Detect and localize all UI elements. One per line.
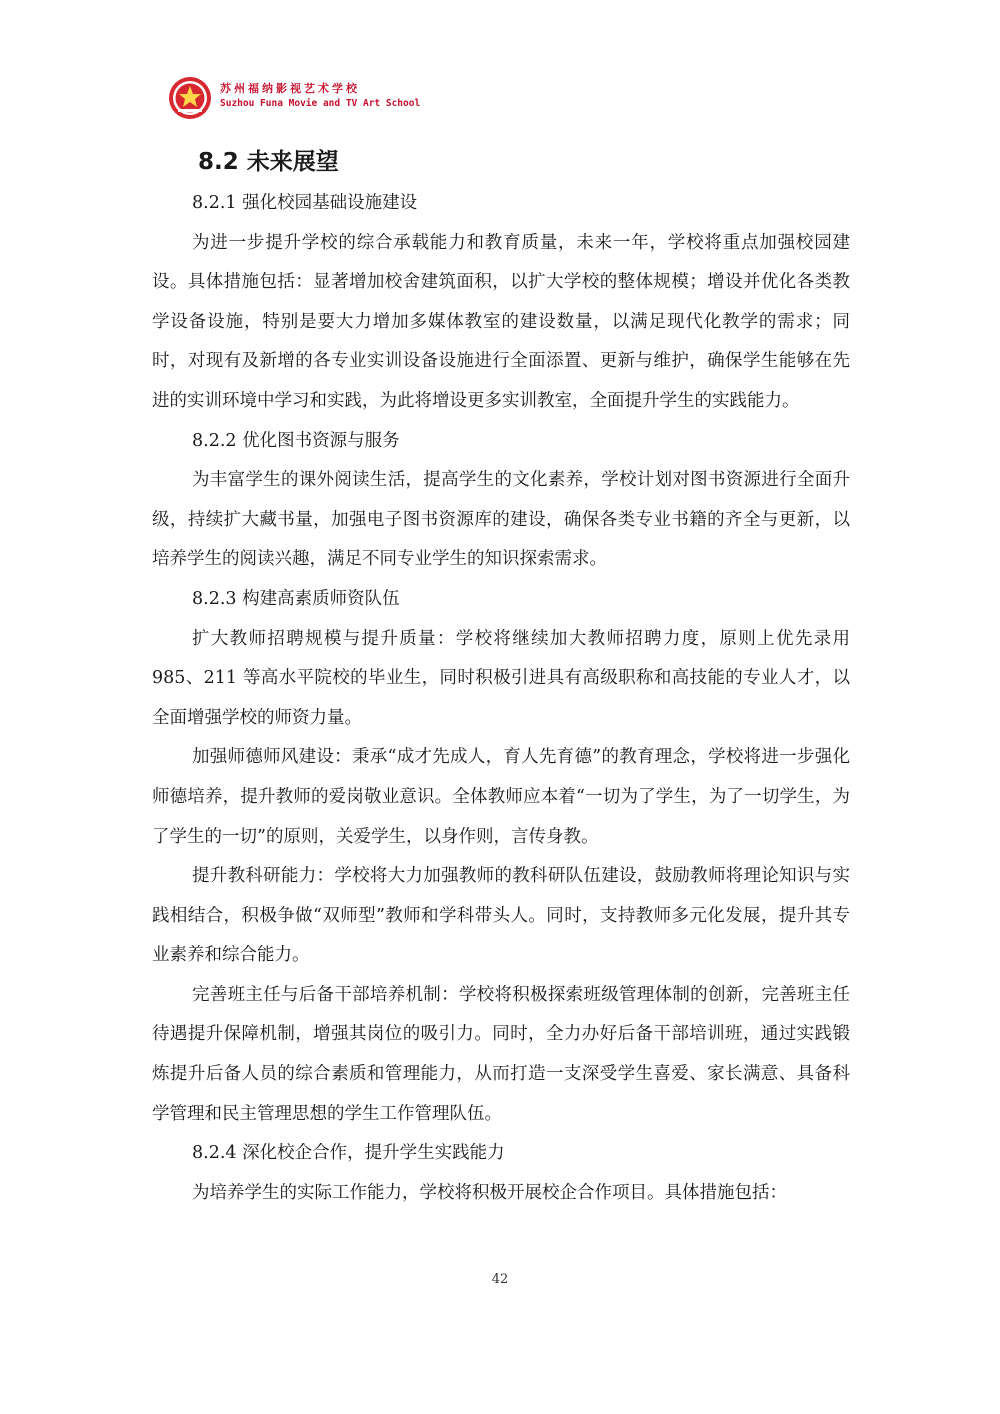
subsection-heading: 8.2.2 优化图书资源与服务 (192, 430, 400, 451)
subsection-heading: 8.2.3 构建高素质师资队伍 (192, 588, 400, 609)
body-paragraph: 提升教科研能力：学校将大力加强教师的教科研队伍建设，鼓励教师将理论知识与实践相结合，积极争做“双师型”教师和学科带头人。同时，支持教师多元化发展，提升其专业素养和综合能力。 (152, 866, 850, 966)
school-emblem-icon (168, 76, 212, 120)
section-title: 8.2 未来展望 (198, 149, 339, 175)
school-name-en: Suzhou Funa Movie and TV Art School (220, 98, 421, 109)
page-header (168, 76, 428, 120)
subsection-heading: 8.2.1 强化校园基础设施建设 (192, 193, 418, 213)
body-paragraph: 为培养学生的实际工作能力，学校将积极开展校企合作项目。具体措施包括： (192, 1182, 787, 1203)
school-name-cn: 苏州福纳影视艺术学校 (220, 82, 360, 95)
body-paragraph: 加强师德师风建设：秉承“成才先成人，育人先育德”的教育理念，学校将进一步强化师德培养，提升教师的爱岗敬业意识。全体教师应本着“一切为了学生，为了一切学生，为了学生的一切”的原则，关爱学生，以身作则，言传身教。 (152, 747, 850, 847)
subsection-heading: 8.2.4 深化校企合作，提升学生实践能力 (192, 1143, 505, 1164)
body-paragraph: 为丰富学生的课外阅读生活，提高学生的文化素养，学校计划对图书资源进行全面升级，持续扩大藏书量，加强电子图书资源库的建设，确保各类专业书籍的齐全与更新，以培养学生的阅读兴趣，满足不同专业学生的知识探索需求。 (152, 470, 850, 570)
body-paragraph: 扩大教师招聘规模与提升质量：学校将继续加大教师招聘力度，原则上优先录用 985、211 等高水平院校的毕业生，同时积极引进具有高级职称和高技能的专业人才，以全面增强学校的师资力量。 (152, 628, 850, 728)
page-number: 42 (491, 1272, 509, 1287)
body-paragraph: 完善班主任与后备干部培养机制：学校将积极探索班级管理体制的创新，完善班主任待遇提升保障机制，增强其岗位的吸引力。同时，全力办好后备干部培训班，通过实践锻炼提升后备人员的综合素质和管理能力，从而打造一支深受学生喜爱、家长满意、具备科学管理和民主管理思想的学生工作管理队伍。 (152, 984, 850, 1124)
page-content (152, 140, 850, 1213)
body-paragraph: 为进一步提升学校的综合承载能力和教育质量，未来一年，学校将重点加强校园建设。具体措施包括：显著增加校舍建筑面积，以扩大学校的整体规模；增设并优化各类教学设备设施，特别是要大力增加多媒体教室的建设数量，以满足现代化教学的需求；同时，对现有及新增的各专业实训设备设施进行全面添置、更新与维护，确保学生能够在先进的实训环境中学习和实践，为此将增设更多实训教室，全面提升学生的实践能力。 (152, 232, 850, 411)
